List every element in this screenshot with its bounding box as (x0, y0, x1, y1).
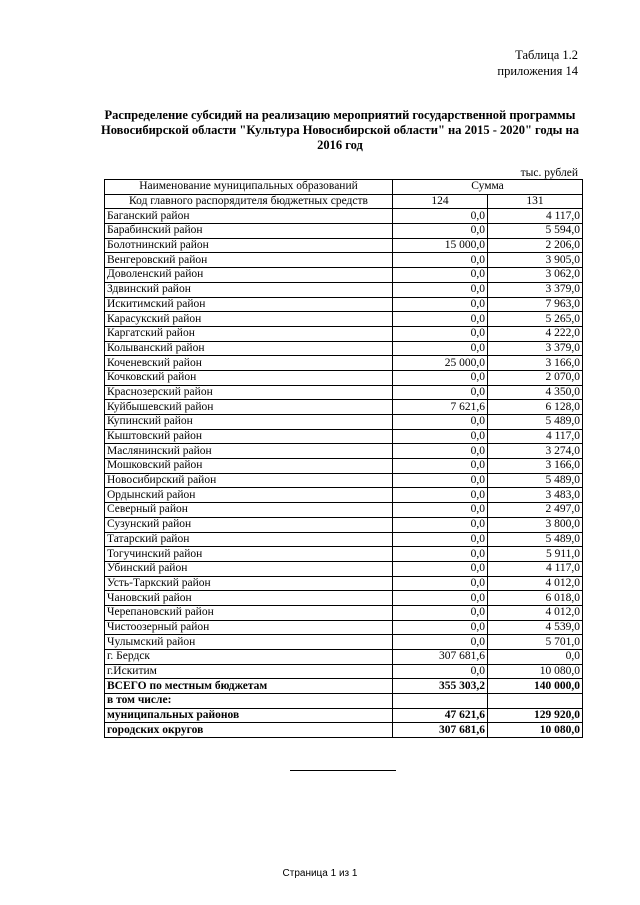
table-row (105, 591, 583, 606)
row-value-124: 0,0 (393, 312, 488, 327)
row-value-131: 3 379,0 (488, 282, 583, 297)
row-value-124: 25 000,0 (393, 356, 488, 371)
table-row (105, 312, 583, 327)
table-row (105, 429, 583, 444)
row-value-124: 0,0 (393, 415, 488, 430)
subtotal-districts-131: 129 920,0 (488, 708, 583, 723)
row-name: г.Искитим (105, 664, 393, 679)
row-value-131: 7 963,0 (488, 297, 583, 312)
header-col-131: 131 (488, 194, 583, 209)
row-name: Новосибирский район (105, 473, 393, 488)
row-name: Черепановский район (105, 605, 393, 620)
table-row (105, 517, 583, 532)
row-value-131: 4 117,0 (488, 209, 583, 224)
row-value-131: 4 012,0 (488, 576, 583, 591)
table-row (105, 473, 583, 488)
row-name: Болотнинский район (105, 238, 393, 253)
including-empty-124 (393, 694, 488, 709)
table-row (105, 547, 583, 562)
appendix-number: приложения 14 (497, 64, 578, 78)
row-value-131: 5 701,0 (488, 635, 583, 650)
including-label: в том числе: (105, 694, 393, 709)
table-row (105, 444, 583, 459)
separator-line (290, 770, 396, 771)
row-name: Чулымский район (105, 635, 393, 650)
row-name: Купинский район (105, 415, 393, 430)
row-name: Колыванский район (105, 341, 393, 356)
table-number: Таблица 1.2 (515, 48, 578, 62)
table-row (105, 459, 583, 474)
page-footer: Страница 1 из 1 (282, 868, 358, 879)
row-value-131: 0,0 (488, 650, 583, 665)
row-name: Куйбышевский район (105, 400, 393, 415)
row-value-124: 0,0 (393, 341, 488, 356)
document-title: Распределение субсидий на реализацию мероприятий государственной программы Новосибирской области "Культура Новосибирской области" на 2015 - 2020" годы на 2016 год (101, 108, 579, 152)
header-name: Наименование муниципальных образований (105, 180, 393, 195)
row-value-131: 6 128,0 (488, 400, 583, 415)
row-name: Каргатский район (105, 326, 393, 341)
row-name: Усть-Таркский район (105, 576, 393, 591)
row-value-124: 0,0 (393, 561, 488, 576)
row-name: Венгеровский район (105, 253, 393, 268)
row-value-131: 4 350,0 (488, 385, 583, 400)
row-value-131: 5 265,0 (488, 312, 583, 327)
table-row (105, 650, 583, 665)
subtotal-cities-131: 10 080,0 (488, 723, 583, 738)
row-value-131: 2 497,0 (488, 503, 583, 518)
row-value-124: 307 681,6 (393, 650, 488, 665)
row-value-131: 3 483,0 (488, 488, 583, 503)
table-row (105, 238, 583, 253)
row-value-124: 0,0 (393, 591, 488, 606)
row-value-131: 3 166,0 (488, 459, 583, 474)
table-row (105, 561, 583, 576)
row-name: Здвинский район (105, 282, 393, 297)
table-row (105, 576, 583, 591)
table-row (105, 503, 583, 518)
subtotal-districts-label: муниципальных районов (105, 708, 393, 723)
row-value-131: 3 062,0 (488, 268, 583, 283)
subtotal-cities-label: городских округов (105, 723, 393, 738)
row-value-124: 0,0 (393, 268, 488, 283)
table-row (105, 341, 583, 356)
row-value-131: 5 594,0 (488, 224, 583, 239)
row-name: Сузунский район (105, 517, 393, 532)
row-value-131: 6 018,0 (488, 591, 583, 606)
header-col-124: 124 (393, 194, 488, 209)
table-row (105, 664, 583, 679)
row-value-124: 0,0 (393, 488, 488, 503)
subtotal-cities-124: 307 681,6 (393, 723, 488, 738)
row-value-131: 3 379,0 (488, 341, 583, 356)
row-name: Татарский район (105, 532, 393, 547)
table-row (105, 385, 583, 400)
row-name: Кочковский район (105, 370, 393, 385)
row-value-131: 5 489,0 (488, 473, 583, 488)
row-value-124: 0,0 (393, 473, 488, 488)
row-name: Искитимский район (105, 297, 393, 312)
row-value-131: 4 539,0 (488, 620, 583, 635)
row-value-124: 15 000,0 (393, 238, 488, 253)
row-value-124: 0,0 (393, 370, 488, 385)
subtotal-districts-row (105, 708, 583, 723)
row-value-124: 0,0 (393, 532, 488, 547)
row-value-131: 5 489,0 (488, 415, 583, 430)
table-row (105, 282, 583, 297)
row-value-131: 3 274,0 (488, 444, 583, 459)
row-value-124: 0,0 (393, 503, 488, 518)
row-name: Убинский район (105, 561, 393, 576)
row-value-124: 0,0 (393, 282, 488, 297)
table-row (105, 488, 583, 503)
row-value-124: 0,0 (393, 547, 488, 562)
row-name: Чановский район (105, 591, 393, 606)
table-row (105, 605, 583, 620)
row-name: Баганский район (105, 209, 393, 224)
row-value-131: 5 911,0 (488, 547, 583, 562)
row-value-124: 0,0 (393, 224, 488, 239)
row-value-124: 0,0 (393, 635, 488, 650)
row-value-124: 0,0 (393, 664, 488, 679)
row-value-131: 3 905,0 (488, 253, 583, 268)
row-value-124: 0,0 (393, 517, 488, 532)
row-value-131: 2 206,0 (488, 238, 583, 253)
row-value-124: 0,0 (393, 326, 488, 341)
row-value-131: 4 012,0 (488, 605, 583, 620)
row-name: Маслянинский район (105, 444, 393, 459)
subsidy-table (104, 179, 583, 738)
row-value-131: 4 222,0 (488, 326, 583, 341)
row-name: г. Бердск (105, 650, 393, 665)
unit-label: тыс. рублей (520, 167, 578, 179)
row-name: Коченевский район (105, 356, 393, 371)
row-value-131: 3 166,0 (488, 356, 583, 371)
row-value-124: 0,0 (393, 444, 488, 459)
row-value-131: 10 080,0 (488, 664, 583, 679)
row-name: Ордынский район (105, 488, 393, 503)
row-value-124: 7 621,6 (393, 400, 488, 415)
row-name: Карасукский район (105, 312, 393, 327)
row-value-131: 4 117,0 (488, 429, 583, 444)
row-value-124: 0,0 (393, 385, 488, 400)
table-row (105, 400, 583, 415)
row-value-131: 3 800,0 (488, 517, 583, 532)
including-row (105, 694, 583, 709)
table-row (105, 415, 583, 430)
row-value-124: 0,0 (393, 620, 488, 635)
row-name: Краснозерский район (105, 385, 393, 400)
table-row (105, 224, 583, 239)
table-row (105, 620, 583, 635)
subtotal-districts-124: 47 621,6 (393, 708, 488, 723)
row-name: Барабинский район (105, 224, 393, 239)
table-row (105, 253, 583, 268)
table-row (105, 326, 583, 341)
total-124: 355 303,2 (393, 679, 488, 694)
row-value-131: 5 489,0 (488, 532, 583, 547)
total-131: 140 000,0 (488, 679, 583, 694)
including-empty-131 (488, 694, 583, 709)
subtotal-cities-row (105, 723, 583, 738)
row-name: Чистоозерный район (105, 620, 393, 635)
total-row (105, 679, 583, 694)
row-name: Северный район (105, 503, 393, 518)
table-row (105, 635, 583, 650)
row-name: Доволенский район (105, 268, 393, 283)
table-row (105, 532, 583, 547)
total-label: ВСЕГО по местным бюджетам (105, 679, 393, 694)
table-row (105, 297, 583, 312)
table-row (105, 370, 583, 385)
row-value-124: 0,0 (393, 297, 488, 312)
table-row (105, 209, 583, 224)
row-value-124: 0,0 (393, 459, 488, 474)
row-value-124: 0,0 (393, 253, 488, 268)
row-value-131: 4 117,0 (488, 561, 583, 576)
row-value-124: 0,0 (393, 429, 488, 444)
row-value-131: 2 070,0 (488, 370, 583, 385)
table-row (105, 356, 583, 371)
row-value-124: 0,0 (393, 576, 488, 591)
header-code: Код главного распорядителя бюджетных средств (105, 194, 393, 209)
row-name: Кыштовский район (105, 429, 393, 444)
row-name: Мошковский район (105, 459, 393, 474)
row-value-124: 0,0 (393, 605, 488, 620)
row-name: Тогучинский район (105, 547, 393, 562)
header-sum: Сумма (393, 180, 583, 195)
row-value-124: 0,0 (393, 209, 488, 224)
table-row (105, 268, 583, 283)
